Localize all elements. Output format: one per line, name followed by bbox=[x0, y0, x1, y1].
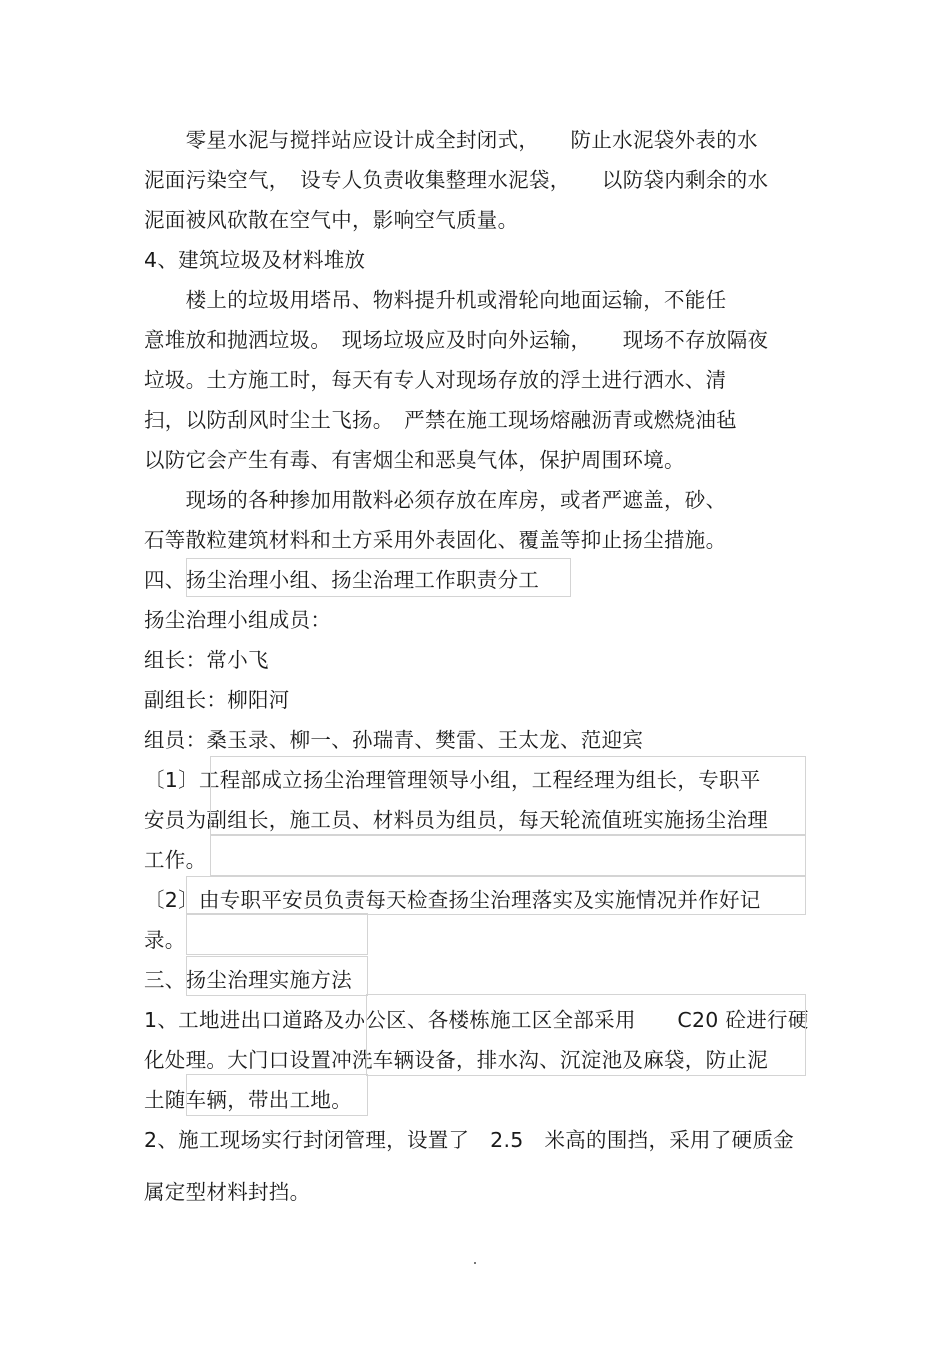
paragraph-line: 泥面污染空气， 设专人负责收集整理水泥袋， 以防袋内剩余的水 bbox=[144, 168, 769, 192]
paragraph-line: 楼上的垃圾用塔吊、物料提升机或滑轮向地面运输，不能任 bbox=[144, 288, 727, 312]
paragraph-line: 〔1〕工程部成立扬尘治理管理领导小组，工程经理为组长，专职平 bbox=[144, 768, 761, 792]
footer-mark bbox=[474, 1262, 476, 1264]
paragraph-line: 化处理。大门口设置冲洗车辆设备，排水沟、沉淀池及麻袋，防止泥 bbox=[144, 1048, 768, 1072]
paragraph-line: 工作。 bbox=[144, 848, 207, 872]
paragraph-line: 组员：桑玉录、柳一、孙瑞青、樊雷、王太龙、范迎宾 bbox=[144, 728, 644, 752]
paragraph-line: 泥面被风砍散在空气中，影响空气质量。 bbox=[144, 208, 519, 232]
paragraph-line: 安员为副组长，施工员、材料员为组员，每天轮流值班实施扬尘治理 bbox=[144, 808, 768, 832]
paragraph-line: 扫，以防刮风时尘土飞扬。 严禁在施工现场熔融沥青或燃烧油毡 bbox=[144, 408, 737, 432]
paragraph-line: 副组长：柳阳河 bbox=[144, 688, 290, 712]
paragraph-line: 零星水泥与搅拌站应设计成全封闭式， 防止水泥袋外表的水 bbox=[144, 128, 758, 152]
section-heading: 三、扬尘治理实施方法 bbox=[144, 968, 352, 992]
paragraph-line: 现场的各种掺加用散料必须存放在库房，或者严遮盖，砂、 bbox=[144, 488, 727, 512]
paragraph-line: 2、施工现场实行封闭管理，设置了 2.5 米高的围挡，采用了硬质金 bbox=[144, 1128, 795, 1152]
paragraph-line: 意堆放和抛洒垃圾。 现场垃圾应及时向外运输， 现场不存放隔夜 bbox=[144, 328, 769, 352]
paragraph-line: 〔2〕由专职平安员负责每天检查扬尘治理落实及实施情况并作好记 bbox=[144, 888, 761, 912]
paragraph-line: 以防它会产生有毒、有害烟尘和恶臭气体，保护周围环境。 bbox=[144, 448, 685, 472]
paragraph-line: 属定型材料封挡。 bbox=[144, 1180, 311, 1204]
paragraph-line: 1、工地进出口道路及办公区、各楼栋施工区全部采用 C20 砼进行硬 bbox=[144, 1008, 809, 1032]
text-frame bbox=[186, 913, 368, 955]
paragraph-line: 垃圾。土方施工时，每天有专人对现场存放的浮土进行洒水、清 bbox=[144, 368, 727, 392]
paragraph-line: 石等散粒建筑材料和土方采用外表固化、覆盖等抑止扬尘措施。 bbox=[144, 528, 727, 552]
paragraph-line: 扬尘治理小组成员： bbox=[144, 608, 332, 632]
section-heading: 四、扬尘治理小组、扬尘治理工作职责分工 bbox=[144, 568, 540, 592]
text-frame bbox=[210, 834, 806, 876]
paragraph-line: 组长：常小飞 bbox=[144, 648, 269, 672]
paragraph-line: 录。 bbox=[144, 928, 186, 952]
section-heading: 4、建筑垃圾及材料堆放 bbox=[144, 248, 366, 272]
paragraph-line: 土随车辆，带出工地。 bbox=[144, 1088, 352, 1112]
